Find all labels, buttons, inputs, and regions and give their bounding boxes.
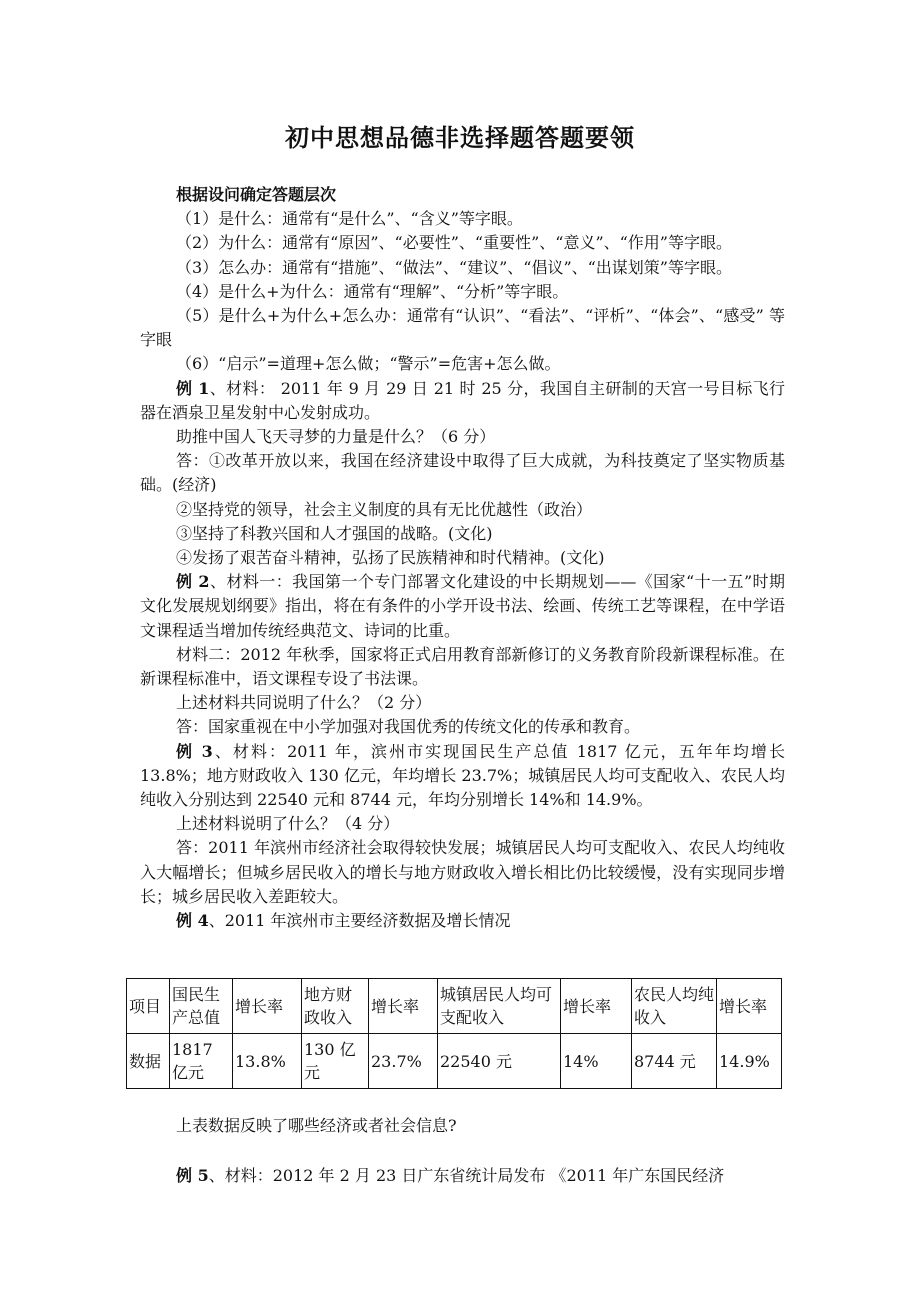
table-row: [127, 1034, 782, 1089]
table-header-cell: 地方财政收入: [302, 979, 369, 1034]
example-2-label: 例 2: [176, 572, 210, 592]
page-title: 初中思想品德非选择题答题要领: [285, 123, 635, 152]
table-cell: 13.8%: [233, 1034, 302, 1089]
example-5-label: 例 5: [176, 1166, 209, 1185]
point-6: （6）“启示”=道理+怎么做；“警示”=危害+怎么做。: [176, 354, 561, 374]
example-1-answer-4: ④发扬了艰苦奋斗精神，弘扬了民族精神和时代精神。(文化): [176, 548, 605, 568]
example-1-question: 助推中国人飞天寻梦的力量是什么？（6 分）: [176, 427, 496, 447]
table-header-cell: 增长率: [233, 979, 302, 1034]
example-1-label: 例 1: [176, 378, 210, 398]
example-4-caption: 例 4、2011 年滨州市主要经济数据及增长情况: [176, 911, 511, 931]
table-cell: 14%: [561, 1034, 632, 1089]
data-table-wrapper: [126, 978, 782, 1089]
example-2-question: 上述材料共同说明了什么？（2 分）: [176, 693, 432, 713]
point-2: （2）为什么：通常有“原因”、“必要性”、“重要性”、“意义”、“作用”等字眼。: [176, 233, 732, 253]
document-body: [140, 183, 785, 933]
example-3-label: 例 3: [176, 741, 213, 761]
point-1: （1）是什么：通常有“是什么”、“含义”等字眼。: [176, 209, 523, 229]
example-1-answer-1: 答：①改革开放以来，我国在经济建设中取得了巨大成就，为科技奠定了坚实物质基础。(经济): [140, 451, 785, 495]
table-cell: 1817 亿元: [170, 1034, 233, 1089]
point-5: （5）是什么+为什么+怎么办：通常有“认识”、“看法”、“评析”、“体会”、“感受” 等字眼: [140, 306, 785, 350]
table-header-cell: 增长率: [369, 979, 438, 1034]
table-header-cell: 农民人均纯收入: [632, 979, 717, 1034]
example-1-material: 例 1、材料： 2011 年 9 月 29 日 21 时 25 分，我国自主研制的天宫一号目标飞行器在酒泉卫星发射中心发射成功。: [140, 378, 785, 422]
example-4-question: 上表数据反映了哪些经济或者社会信息?: [176, 1116, 457, 1135]
table-header-cell: 增长率: [561, 979, 632, 1034]
example-5-material: 例 5、材料：2012 年 2 月 23 日广东省统计局发布 《2011 年广东国民经济: [176, 1166, 725, 1185]
example-3-material: 例 3、材料：2011 年，滨州市实现国民生产总值 1817 亿元，五年年均增长 13.8%；地方财政收入 130 亿元，年均增长 23.7%；城镇居民人均可支配收入、农民人均纯收入分别达到 22540 元和 8744 元，年均分别增长 14%和 14.9%。: [140, 741, 785, 810]
table-header-cell: 增长率: [717, 979, 782, 1034]
table-header-cell: 城镇居民人均可支配收入: [438, 979, 561, 1034]
section-heading: 根据设问确定答题层次: [176, 185, 337, 204]
table-cell: 23.7%: [369, 1034, 438, 1089]
table-cell: 22540 元: [438, 1034, 561, 1089]
example-2-material-2: 材料二：2012 年秋季，国家将正式启用教育部新修订的义务教育阶段新课程标准。在新课程标准中，语文课程专设了书法课。: [140, 644, 785, 689]
example-3-question: 上述材料说明了什么？（4 分）: [176, 814, 400, 834]
table-header-row: [127, 979, 782, 1034]
example-3-answer: 答：2011 年滨州市经济社会取得较快发展；城镇居民人均可支配收入、农民人均纯收入大幅增长；但城乡居民收入的增长与地方财政收入增长相比仍比较缓慢，没有实现同步增长；城乡居民收入差距较大。: [140, 838, 785, 906]
economic-data-table: [126, 978, 782, 1089]
example-2-material-1: 例 2、材料一：我国第一个专门部署文化建设的中长期规划——《国家“十一五”时期文化发展规划纲要》指出，将在有条件的小学开设书法、绘画、传统工艺等课程，在中学语文课程适当增加传统经典范文、诗词的比重。: [140, 572, 785, 640]
point-4: （4）是什么+为什么：通常有“理解”、“分析”等字眼。: [176, 281, 569, 301]
table-cell: 130 亿元: [302, 1034, 369, 1089]
point-3: （3）怎么办：通常有“措施”、“做法”、“建议”、“倡议”、“出谋划策”等字眼。: [176, 257, 732, 277]
table-cell: 14.9%: [717, 1034, 782, 1089]
example-1-answer-3: ③坚持了科教兴国和人才强国的战略。(文化): [176, 523, 493, 543]
example-2-answer: 答：国家重视在中小学加强对我国优秀的传统文化的传承和教育。: [176, 717, 641, 737]
table-header-cell: 项目: [127, 979, 170, 1034]
table-cell: 8744 元: [632, 1034, 717, 1089]
example-1-answer-2: ②坚持党的领导，社会主义制度的具有无比优越性（政治）: [176, 499, 593, 519]
table-header-cell: 国民生产总值: [170, 979, 233, 1034]
example-4-label: 例 4: [176, 911, 209, 931]
table-cell: 数据: [127, 1034, 170, 1089]
